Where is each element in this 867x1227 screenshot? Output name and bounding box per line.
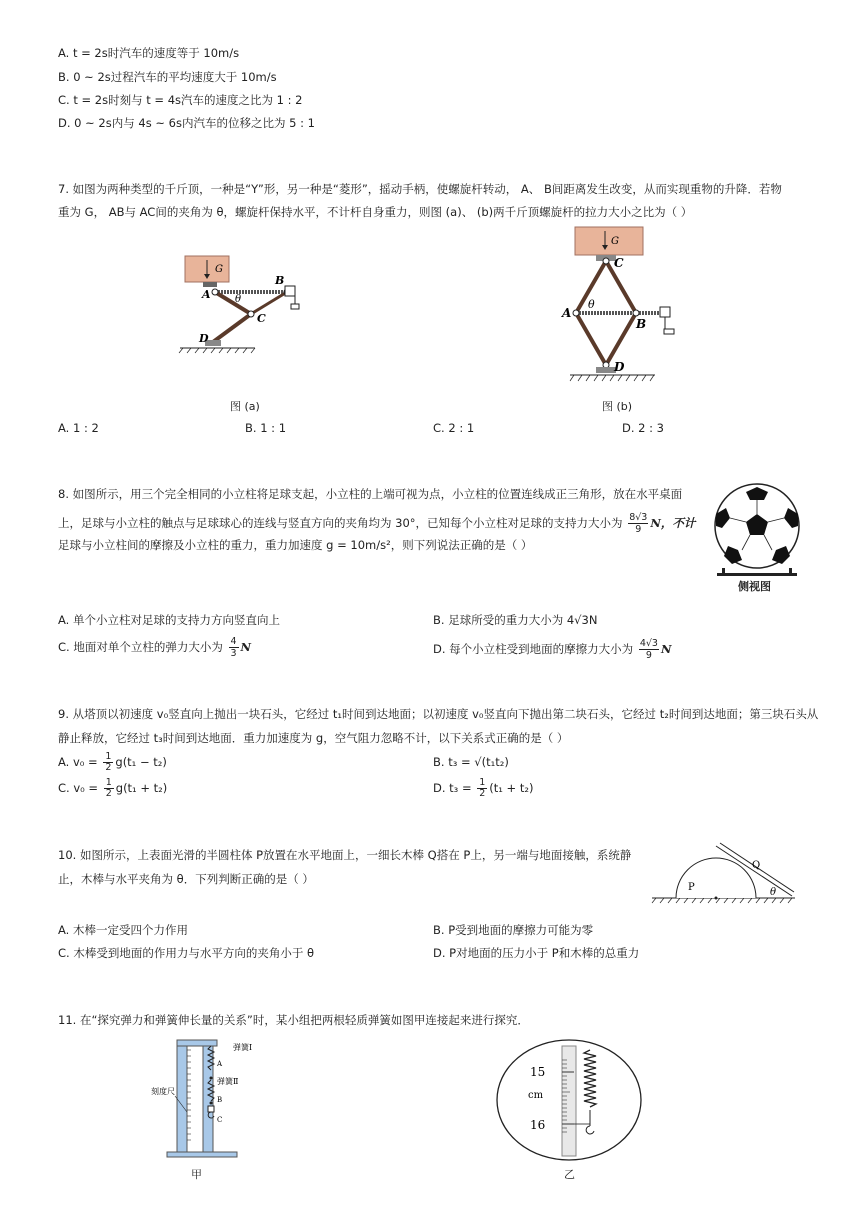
- spring-apparatus-figure: [145, 1036, 253, 1164]
- label-ruler: 刻度尺: [151, 1087, 175, 1096]
- label-c-q11: C: [217, 1116, 223, 1124]
- q9-option-a: A. v₀ = $\frac{1}{2}$ g(t₁ − t₂): [58, 751, 167, 773]
- svg-text:B: B: [636, 317, 647, 331]
- svg-text:D: D: [614, 360, 625, 374]
- svg-text:G: G: [611, 236, 619, 247]
- jack-y-figure: [175, 250, 315, 360]
- q7-option-b: B. 1 : 1: [245, 421, 287, 435]
- q9-option-c: C. v₀ = $\frac{1}{2}$ g(t₁ + t₂): [58, 777, 168, 799]
- q8-option-a: A. 单个小立柱对足球的支持力方向竖直向上: [58, 613, 280, 627]
- q9-option-b: B. t₃ = √(t₁t₂): [433, 755, 509, 769]
- q7-stem-line2: 重为 G， AB与 AC间的夹角为 θ，螺旋杆保持水平，不计杆自身重力，则图 (a)、 (b)两千斤顶螺旋杆的拉力大小之比为（ ）: [58, 205, 693, 219]
- ruler-closeup-figure: [494, 1036, 644, 1164]
- q8-stem-line2: 上，足球与小立柱的触点与足球球心的连线与竖直方向的夹角均为 30°，已知每个小立柱对足球的支持力大小为 $\frac{8√3}{9}$ N，不计: [58, 512, 696, 535]
- q7-stem-line1: 7. 如图为两种类型的千斤顶，一种是“Y”形，另一种是“菱形”，摇动手柄，使螺旋杆转动， A、 B间距离发生改变，从而实现重物的升降．若物: [58, 182, 782, 196]
- label-c: C: [257, 312, 266, 325]
- q8-stem-line1: 8. 如图所示，用三个完全相同的小立柱将足球支起，小立柱的上端可视为点，小立柱的位置连线成正三角形，放在水平桌面: [58, 487, 683, 501]
- q10-option-c: C. 木棒受到地面的作用力与水平方向的夹角小于 θ: [58, 946, 315, 960]
- label-p: P: [688, 882, 695, 893]
- fig-jia-caption: 甲: [191, 1168, 202, 1181]
- label-b: B: [275, 274, 285, 287]
- jack-rhombus-figure: [560, 225, 685, 395]
- q9-stem-line2: 静止释放，它经过 t₃时间到达地面．重力加速度为 g，空气阻力忽略不计，以下关系式正确的是（ ）: [58, 731, 569, 745]
- q8-option-d: D. 每个小立柱受到地面的摩擦力大小为 $\frac{4√3}{9}$ N: [433, 638, 672, 661]
- q8-stem-line3: 足球与小立柱间的摩擦及小立柱的重力，重力加速度 g = 10m/s²，则下列说法正确的是（ ）: [58, 538, 533, 552]
- label-spring2: 弹簧Ⅱ: [217, 1077, 239, 1086]
- q7-option-c: C. 2 : 1: [433, 421, 475, 435]
- svg-text:θ: θ: [588, 298, 595, 311]
- tick-15: 15: [530, 1065, 546, 1079]
- fig-a-caption: 图 (a): [230, 400, 260, 413]
- q7-option-d: D. 2 : 3: [622, 421, 664, 435]
- q9-stem-line1: 9. 从塔顶以初速度 v₀竖直向上抛出一块石头，它经过 t₁时间到达地面；以初速度 v₀竖直向下抛出第二块石头，它经过 t₂时间到达地面；第三块石头从: [58, 707, 819, 721]
- q6-option-a: A. t = 2s时汽车的速度等于 10m/s: [58, 46, 240, 60]
- label-d: D: [199, 332, 209, 345]
- q10-stem-line1: 10. 如图所示，上表面光滑的半圆柱体 P放置在水平地面上，一细长木棒 Q搭在 P上，另一端与地面接触，系统静: [58, 848, 632, 862]
- tick-unit: cm: [528, 1090, 544, 1101]
- tick-16: 16: [530, 1118, 546, 1132]
- svg-text:C: C: [614, 256, 624, 270]
- q10-stem-line2: 止，木棒与水平夹角为 θ．下列判断正确的是（ ）: [58, 872, 314, 886]
- svg-text:A: A: [562, 306, 572, 320]
- label-b-q11: B: [217, 1096, 223, 1104]
- fig-b-caption: 图 (b): [602, 400, 633, 413]
- q6-option-c: C. t = 2s时刻与 t = 4s汽车的速度之比为 1 : 2: [58, 93, 303, 107]
- label-a-q11: A: [217, 1060, 223, 1068]
- half-cylinder-figure: [650, 840, 800, 905]
- q6-option-d: D. 0 ~ 2s内与 4s ~ 6s内汽车的位移之比为 5 : 1: [58, 116, 315, 130]
- q8-option-b: B. 足球所受的重力大小为 4√3N: [433, 613, 598, 627]
- q7-option-a: A. 1 : 2: [58, 421, 99, 435]
- fig-yi-caption: 乙: [564, 1168, 575, 1181]
- label-theta-q10: θ: [770, 887, 777, 898]
- q10-option-b: B. P受到地面的摩擦力可能为零: [433, 923, 594, 937]
- q6-option-b: B. 0 ~ 2s过程汽车的平均速度大于 10m/s: [58, 70, 277, 84]
- label-g: G: [215, 264, 223, 275]
- q10-option-d: D. P对地面的压力小于 P和木棒的总重力: [433, 946, 640, 960]
- side-view-caption: 侧视图: [738, 580, 771, 593]
- q11-stem: 11. 在“探究弹力和弹簧伸长量的关系”时，某小组把两根轻质弹簧如图甲连接起来进行探究．: [58, 1013, 529, 1027]
- label-q: Q: [752, 860, 761, 871]
- q9-option-d: D. t₃ = $\frac{1}{2}$ (t₁ + t₂): [433, 777, 534, 799]
- q8-option-c: C. 地面对单个立柱的弹力大小为 $\frac{4}{3}$ N: [58, 636, 252, 659]
- label-spring1: 弹簧Ⅰ: [233, 1043, 253, 1052]
- label-a: A: [202, 288, 211, 301]
- q10-option-a: A. 木棒一定受四个力作用: [58, 923, 188, 937]
- label-theta: θ: [235, 294, 242, 305]
